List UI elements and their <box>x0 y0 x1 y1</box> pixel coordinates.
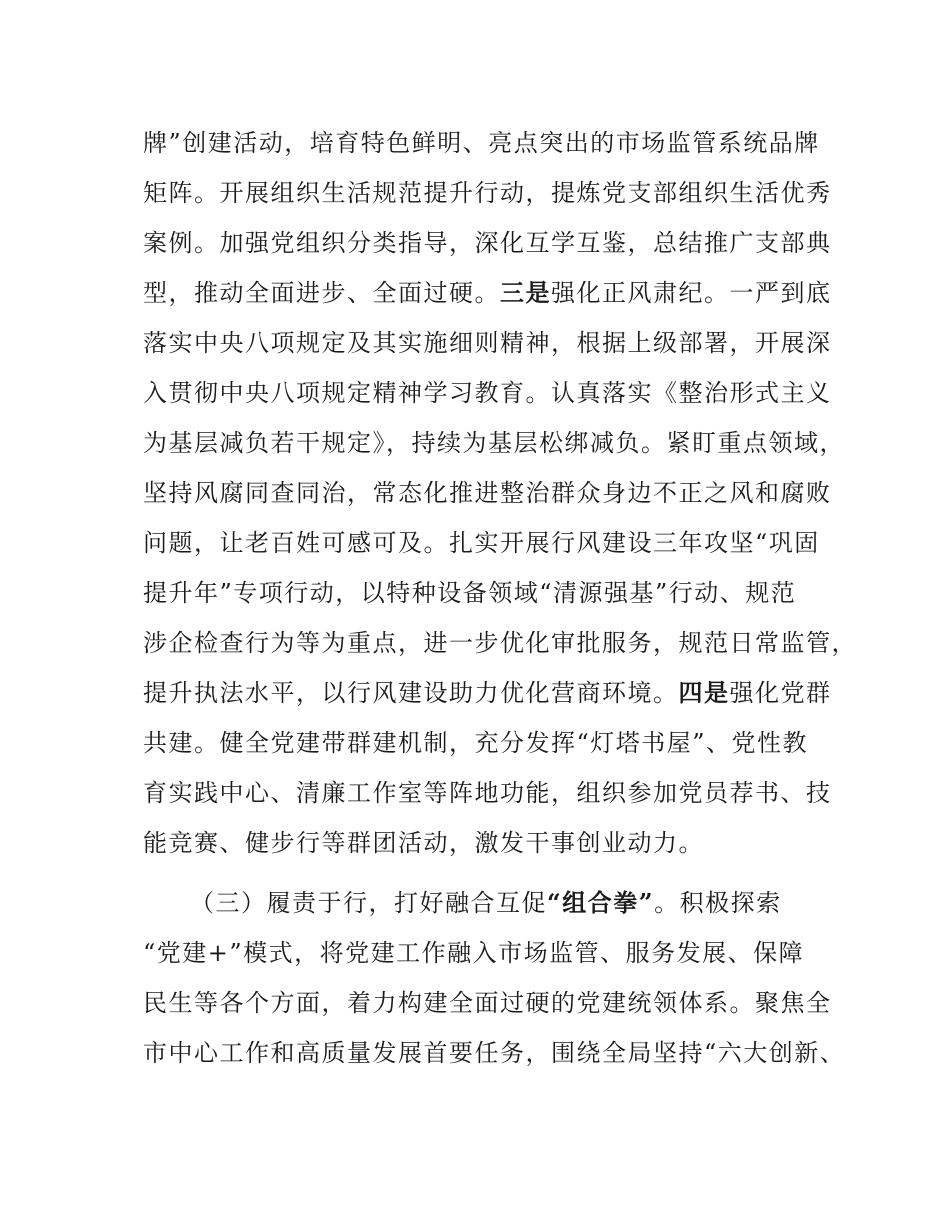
text-run: 涉企检查行为等为重点，进一步优化审批服务，规范日常监管， <box>143 629 857 657</box>
text-run: 共建。健全党建带群建机制，充分发挥“灯塔书屋”、党性教 <box>143 729 809 757</box>
body-line <box>143 226 832 260</box>
text-run: 提升年”专项行动，以特种设备领域“清源强基”行动、规范 <box>143 579 797 607</box>
body-line <box>143 526 820 560</box>
text-run: 强化正风肃纪。一严到底 <box>551 279 832 307</box>
text-run: 民生等各个方面，着力构建全面过硬的党建统领体系。聚焦全 <box>143 989 832 1017</box>
body-line <box>143 726 808 760</box>
text-run: 育实践中心、清廉工作室等阵地功能，组织参加党员荐书、技 <box>143 779 832 807</box>
body-line <box>143 126 820 160</box>
body-line <box>143 376 832 410</box>
body-line <box>143 176 832 210</box>
text-run: 落实中央八项规定及其实施细则精神，根据上级部署，开展深 <box>143 329 832 357</box>
body-line <box>143 326 832 360</box>
bold-term: “组合拳” <box>547 888 655 917</box>
body-line <box>143 826 704 860</box>
text-run: 市中心工作和高质量发展首要任务，围绕全局坚持“六大创新、 <box>143 1039 846 1067</box>
text-run: 提升执法水平，以行风建设助力优化营商环境。 <box>143 679 679 707</box>
section-heading-line <box>190 886 782 920</box>
text-run: 问题，让老百姓可感可及。扎实开展行风建设三年攻坚“巩固 <box>143 529 820 557</box>
body-line <box>143 426 845 460</box>
body-line <box>143 626 857 660</box>
text-run: （三）履责于行，打好融合互促 <box>190 889 547 917</box>
bold-marker: 四是 <box>678 678 730 707</box>
text-run: 矩阵。开展组织生活规范提升行动，提炼党支部组织生活优秀 <box>143 179 832 207</box>
body-line <box>143 676 832 710</box>
text-run: 坚持风腐同查同治，常态化推进整治群众身边不正之风和腐败 <box>143 479 832 507</box>
text-run: 。积极探索 <box>654 889 782 917</box>
body-line <box>143 776 832 810</box>
text-run: 为基层减负若干规定》，持续为基层松绑减负。紧盯重点领域， <box>143 429 845 457</box>
text-run: 能竞赛、健步行等群团活动，激发干事创业动力。 <box>143 829 704 857</box>
body-line <box>143 936 804 970</box>
body-line <box>143 1036 845 1070</box>
body-line <box>143 576 796 610</box>
body-line <box>143 986 832 1020</box>
body-line <box>143 476 832 510</box>
text-run: “党建+”模式，将党建工作融入市场监管、服务发展、保障 <box>143 939 805 967</box>
text-run: 型，推动全面进步、全面过硬。 <box>143 279 500 307</box>
text-run: 案例。加强党组织分类指导，深化互学互鉴，总结推广支部典 <box>143 229 832 257</box>
text-run: 入贯彻中央八项规定精神学习教育。认真落实《整治形式主义 <box>143 379 832 407</box>
body-line <box>143 276 832 310</box>
bold-marker: 三是 <box>500 278 551 307</box>
text-run: 牌”创建活动，培育特色鲜明、亮点突出的市场监管系统品牌 <box>143 129 820 157</box>
text-run: 强化党群 <box>729 679 832 707</box>
